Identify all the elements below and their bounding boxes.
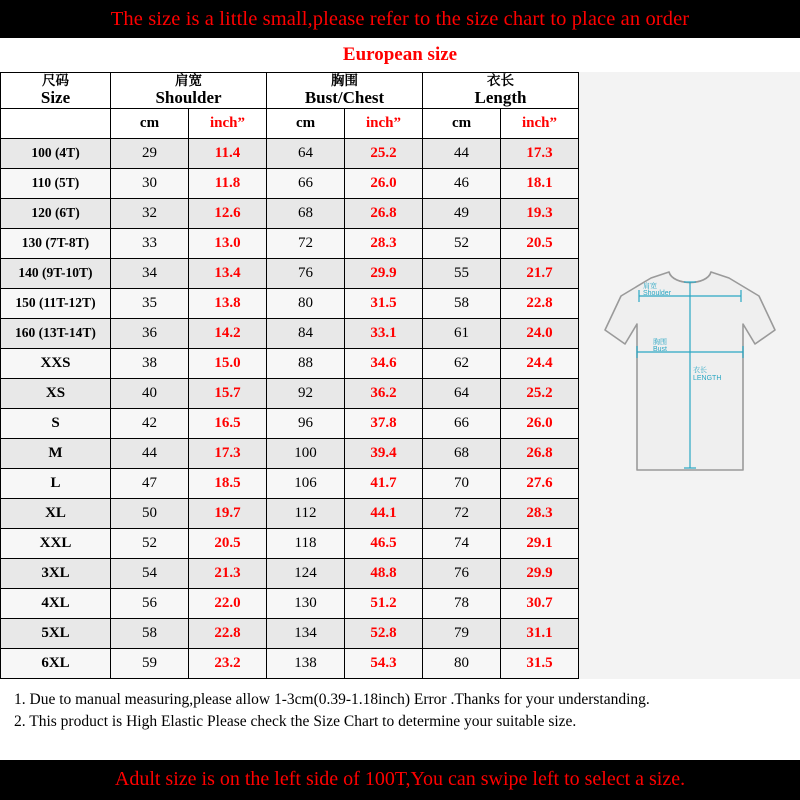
cell-length-inch: 29.9 (501, 558, 579, 588)
cell-size: 130 (7T-8T) (1, 228, 111, 258)
cell-bust-inch: 54.3 (345, 648, 423, 678)
note-1: 1. Due to manual measuring,please allow 1-3cm(0.39-1.18inch) Error .Thanks for your understanding. (14, 690, 650, 708)
cell-bust-inch: 36.2 (345, 378, 423, 408)
cell-bust-cm: 130 (267, 588, 345, 618)
cell-length-cm: 61 (423, 318, 501, 348)
cell-size: 160 (13T-14T) (1, 318, 111, 348)
cell-size: M (1, 438, 111, 468)
cell-length-inch: 30.7 (501, 588, 579, 618)
unit-blank (1, 108, 111, 138)
cell-shoulder-inch: 15.0 (189, 348, 267, 378)
diagram-shoulder-cn: 肩宽 (643, 282, 658, 290)
cell-size: XS (1, 378, 111, 408)
cell-bust-inch: 46.5 (345, 528, 423, 558)
cell-shoulder-inch: 11.8 (189, 168, 267, 198)
cell-bust-inch: 26.0 (345, 168, 423, 198)
cell-bust-cm: 66 (267, 168, 345, 198)
cell-shoulder-inch: 13.8 (189, 288, 267, 318)
header-shoulder-cn: 肩宽 (175, 72, 202, 88)
cell-bust-cm: 100 (267, 438, 345, 468)
cell-length-cm: 44 (423, 138, 501, 168)
cell-length-inch: 26.0 (501, 408, 579, 438)
cell-size: 150 (11T-12T) (1, 288, 111, 318)
cell-shoulder-cm: 32 (111, 198, 189, 228)
cell-bust-cm: 112 (267, 498, 345, 528)
table-row (1, 588, 579, 618)
cell-shoulder-inch: 16.5 (189, 408, 267, 438)
notes-section (0, 679, 800, 740)
cell-length-cm: 74 (423, 528, 501, 558)
cell-length-inch: 27.6 (501, 468, 579, 498)
table-row (1, 318, 579, 348)
header-size (1, 72, 111, 108)
header-size-cn: 尺码 (42, 72, 69, 88)
cell-bust-inch: 48.8 (345, 558, 423, 588)
cell-shoulder-cm: 52 (111, 528, 189, 558)
unit-bust-inch: inch” (345, 108, 423, 138)
diagram-length-en: LENGTH (693, 374, 722, 382)
cell-length-cm: 66 (423, 408, 501, 438)
cell-size: 100 (4T) (1, 138, 111, 168)
cell-bust-cm: 124 (267, 558, 345, 588)
bottom-banner: Adult size is on the left side of 100T,You can swipe left to select a size. (0, 760, 800, 800)
table-row (1, 138, 579, 168)
cell-bust-inch: 33.1 (345, 318, 423, 348)
header-length-en: Length (474, 88, 527, 108)
table-body (1, 138, 579, 678)
cell-length-cm: 52 (423, 228, 501, 258)
cell-size: XXL (1, 528, 111, 558)
cell-length-cm: 78 (423, 588, 501, 618)
cell-shoulder-inch: 13.0 (189, 228, 267, 258)
table-row (1, 438, 579, 468)
unit-shoulder-inch: inch” (189, 108, 267, 138)
header-bust-en: Bust/Chest (304, 88, 385, 108)
table-row (1, 168, 579, 198)
table-row (1, 648, 579, 678)
cell-length-inch: 24.4 (501, 348, 579, 378)
cell-length-inch: 20.5 (501, 228, 579, 258)
cell-shoulder-cm: 54 (111, 558, 189, 588)
cell-length-inch: 24.0 (501, 318, 579, 348)
cell-size: 140 (9T-10T) (1, 258, 111, 288)
cell-shoulder-cm: 47 (111, 468, 189, 498)
tshirt-diagram (591, 252, 789, 512)
cell-bust-inch: 25.2 (345, 138, 423, 168)
cell-shoulder-inch: 17.3 (189, 438, 267, 468)
cell-length-cm: 58 (423, 288, 501, 318)
cell-bust-inch: 28.3 (345, 228, 423, 258)
cell-size: XXS (1, 348, 111, 378)
cell-length-cm: 79 (423, 618, 501, 648)
unit-length-cm: cm (423, 108, 501, 138)
header-shoulder-en: Shoulder (155, 88, 222, 108)
cell-length-inch: 28.3 (501, 498, 579, 528)
cell-length-cm: 70 (423, 468, 501, 498)
cell-bust-cm: 138 (267, 648, 345, 678)
cell-bust-inch: 31.5 (345, 288, 423, 318)
cell-length-cm: 64 (423, 378, 501, 408)
cell-length-inch: 22.8 (501, 288, 579, 318)
cell-shoulder-inch: 18.5 (189, 468, 267, 498)
table-head (1, 72, 579, 138)
cell-bust-cm: 134 (267, 618, 345, 648)
cell-shoulder-cm: 38 (111, 348, 189, 378)
cell-length-cm: 46 (423, 168, 501, 198)
cell-bust-inch: 39.4 (345, 438, 423, 468)
cell-bust-inch: 29.9 (345, 258, 423, 288)
cell-length-inch: 17.3 (501, 138, 579, 168)
cell-length-inch: 26.8 (501, 438, 579, 468)
table-row (1, 408, 579, 438)
cell-shoulder-cm: 59 (111, 648, 189, 678)
cell-size: L (1, 468, 111, 498)
cell-shoulder-cm: 56 (111, 588, 189, 618)
cell-shoulder-inch: 12.6 (189, 198, 267, 228)
table-row (1, 528, 579, 558)
cell-bust-inch: 26.8 (345, 198, 423, 228)
cell-bust-inch: 51.2 (345, 588, 423, 618)
header-length-cn: 衣长 (487, 72, 515, 88)
cell-shoulder-inch: 22.8 (189, 618, 267, 648)
cell-length-cm: 72 (423, 498, 501, 528)
header-row (1, 72, 579, 108)
cell-bust-cm: 106 (267, 468, 345, 498)
cell-shoulder-cm: 44 (111, 438, 189, 468)
cell-shoulder-inch: 15.7 (189, 378, 267, 408)
note-2: 2. This product is High Elastic Please check the Size Chart to determine your suitable size. (14, 713, 577, 731)
chart-area (0, 38, 800, 679)
cell-bust-cm: 76 (267, 258, 345, 288)
cell-size: 6XL (1, 648, 111, 678)
header-bust-cn: 胸围 (331, 72, 359, 88)
cell-shoulder-cm: 36 (111, 318, 189, 348)
cell-bust-cm: 84 (267, 318, 345, 348)
cell-length-inch: 29.1 (501, 528, 579, 558)
cell-length-cm: 68 (423, 438, 501, 468)
cell-length-cm: 62 (423, 348, 501, 378)
cell-bust-inch: 44.1 (345, 498, 423, 528)
table-row (1, 288, 579, 318)
cell-shoulder-inch: 22.0 (189, 588, 267, 618)
cell-shoulder-cm: 34 (111, 258, 189, 288)
tshirt-icon (591, 252, 789, 512)
cell-bust-cm: 92 (267, 378, 345, 408)
cell-size: 3XL (1, 558, 111, 588)
table-row (1, 348, 579, 378)
cell-shoulder-cm: 40 (111, 378, 189, 408)
table-and-diagram (0, 72, 800, 679)
cell-length-inch: 31.5 (501, 648, 579, 678)
table-row (1, 228, 579, 258)
header-bust (267, 72, 423, 108)
cell-bust-inch: 34.6 (345, 348, 423, 378)
chart-title: European size (0, 38, 800, 72)
cell-shoulder-cm: 35 (111, 288, 189, 318)
cell-shoulder-cm: 33 (111, 228, 189, 258)
cell-length-inch: 18.1 (501, 168, 579, 198)
table-row (1, 558, 579, 588)
cell-shoulder-cm: 58 (111, 618, 189, 648)
cell-length-cm: 55 (423, 258, 501, 288)
cell-length-inch: 21.7 (501, 258, 579, 288)
cell-length-cm: 76 (423, 558, 501, 588)
cell-shoulder-cm: 29 (111, 138, 189, 168)
cell-bust-cm: 68 (267, 198, 345, 228)
tshirt-diagram-panel (579, 72, 800, 679)
cell-bust-cm: 72 (267, 228, 345, 258)
header-length (423, 72, 579, 108)
unit-shoulder-cm: cm (111, 108, 189, 138)
cell-shoulder-cm: 50 (111, 498, 189, 528)
cell-size: 4XL (1, 588, 111, 618)
table-row (1, 378, 579, 408)
unit-length-inch: inch” (501, 108, 579, 138)
header-shoulder (111, 72, 267, 108)
table-row (1, 258, 579, 288)
cell-length-inch: 25.2 (501, 378, 579, 408)
cell-bust-inch: 37.8 (345, 408, 423, 438)
cell-shoulder-inch: 21.3 (189, 558, 267, 588)
cell-shoulder-inch: 19.7 (189, 498, 267, 528)
cell-length-cm: 80 (423, 648, 501, 678)
header-size-en: Size (40, 88, 71, 108)
table-row (1, 498, 579, 528)
diagram-bust-cn: 胸围 (653, 338, 668, 346)
cell-size: S (1, 408, 111, 438)
cell-length-cm: 49 (423, 198, 501, 228)
cell-shoulder-inch: 23.2 (189, 648, 267, 678)
top-banner: The size is a little small,please refer to the size chart to place an order (0, 0, 800, 38)
size-table (0, 72, 579, 679)
cell-shoulder-cm: 30 (111, 168, 189, 198)
cell-size: 5XL (1, 618, 111, 648)
cell-bust-inch: 52.8 (345, 618, 423, 648)
cell-bust-cm: 118 (267, 528, 345, 558)
cell-length-inch: 31.1 (501, 618, 579, 648)
cell-shoulder-cm: 42 (111, 408, 189, 438)
table-row (1, 618, 579, 648)
diagram-bust-en: Bust (653, 345, 668, 353)
cell-shoulder-inch: 13.4 (189, 258, 267, 288)
cell-size: 110 (5T) (1, 168, 111, 198)
cell-bust-cm: 80 (267, 288, 345, 318)
diagram-length-cn: 衣长 (693, 366, 708, 374)
diagram-shoulder-en: Shoulder (643, 289, 672, 297)
cell-bust-cm: 96 (267, 408, 345, 438)
cell-shoulder-inch: 11.4 (189, 138, 267, 168)
cell-shoulder-inch: 20.5 (189, 528, 267, 558)
cell-size: 120 (6T) (1, 198, 111, 228)
cell-bust-cm: 64 (267, 138, 345, 168)
cell-size: XL (1, 498, 111, 528)
cell-length-inch: 19.3 (501, 198, 579, 228)
table-row (1, 198, 579, 228)
table-row (1, 468, 579, 498)
cell-shoulder-inch: 14.2 (189, 318, 267, 348)
cell-bust-inch: 41.7 (345, 468, 423, 498)
unit-row (1, 108, 579, 138)
unit-bust-cm: cm (267, 108, 345, 138)
cell-bust-cm: 88 (267, 348, 345, 378)
